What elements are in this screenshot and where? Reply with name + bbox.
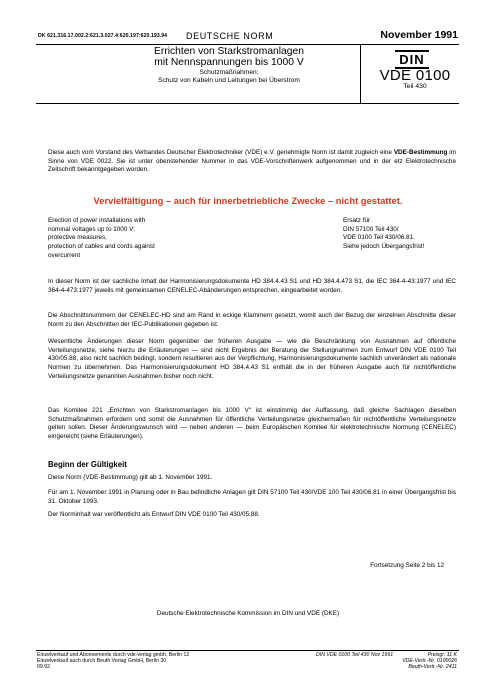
gueltigkeit-line: Für am 1. November 1991 in Planung oder in Bau befindliche Anlagen gilt DIN 57100 Teil 430/VDE 100 Teil 430/06.81 in einer Übergangsfrist bis 31. Oktober 1993. bbox=[48, 489, 456, 505]
footer-sales-info bbox=[37, 652, 189, 670]
english-title bbox=[48, 217, 228, 261]
footer-rule bbox=[36, 650, 459, 651]
subtitle-line-1: Schutzmaßnahmen; bbox=[199, 69, 259, 76]
kommission-name: Deutsche Elektrotechnische Kommission im DIN und VDE (DKE) bbox=[156, 610, 340, 617]
document-subtitle bbox=[36, 69, 422, 86]
teil-number: Teil 430 bbox=[403, 83, 427, 90]
paragraph-abschnittsnummern: Die Abschnittsnummern der CENELEC-HD sind am Rand in eckige Klammern gesetzt, womit auch der Bezug der einzelnen Abschnitte dieser Norm zu den Abschnitten der IEC-Publikationen gegeben ist. bbox=[48, 312, 456, 328]
footer-doc-ref: DIN VDE 0100 Teil 430 Nov 1991 bbox=[316, 652, 394, 658]
intro-bold-term: VDE-Bestimmung bbox=[393, 149, 448, 156]
fortsetzung-note: Fortsetzung Seite 2 bis 12 bbox=[370, 562, 444, 569]
dk-classification: DK 621.316.17.002.2:621.3.027.4:620.197:620.193.94 bbox=[38, 33, 168, 39]
title-line-1: Errichten von Starkstromanlagen bbox=[154, 46, 304, 57]
intro-paragraph bbox=[48, 149, 456, 175]
vde-number: VDE 0100 bbox=[379, 67, 451, 84]
footer-document-info bbox=[316, 652, 457, 670]
footer-beuth-vertr: Beuth-Vertr.-Nr. 2411 bbox=[408, 664, 457, 671]
footer-line: Einzelverkauf auch durch Beuth Verlag GmbH, Berlin 30 bbox=[37, 658, 167, 665]
paragraph-harmonisierung: In dieser Norm ist der sachliche Inhalt der Harmonisierungsdokumente HD 384.4.43 S1 und HD 384.4.473 S1, die IEC 364-4-43:1977 und IEC 364-4-473:1977 jeweils mit gemeinsamen CENELEC-Abänderungen entsprechen, eingearbeitet worden. bbox=[48, 278, 456, 294]
footer-line: 09.92 bbox=[37, 664, 50, 671]
subtitle-line-2: Schutz von Kabeln und Leitungen bei Überstrom bbox=[158, 77, 300, 85]
title-block bbox=[36, 45, 422, 103]
english-title-line: Erection of power installations with bbox=[48, 217, 146, 224]
title-line-2: mit Nennspannungen bis 1000 V bbox=[154, 57, 304, 68]
copy-warning: Vervielfältigung – auch für innerbetriebliche Zwecke – nicht gestattet. bbox=[93, 195, 403, 206]
ersatz-line: DIN 57100 Teil 430/ bbox=[343, 225, 399, 233]
publication-date: November 1991 bbox=[380, 29, 458, 41]
title-divider bbox=[360, 45, 361, 103]
din-logo: DIN bbox=[395, 50, 429, 69]
intro-text: Diese auch vom Vorstand des Verbandes Deutscher Elektrotechniker (VDE) e.V. genehmigte Norm ist damit zugleich eine bbox=[48, 149, 394, 156]
gueltigkeit-line: Diese Norm (VDE-Bestimmung) gilt ab 1. November 1991. bbox=[48, 474, 213, 481]
paragraph-aenderungen: Wesentliche Änderungen dieser Norm gegenüber der früheren Ausgabe — wie die Beschränkung von Ausnahmen auf öffentliche Verteilungsnetze, siehe hierzu die Erläuterungen — sind nicht Ergebnis der Beratung der Stellungnahmen zum Entwurf DIN VDE 0100 Teil 430/05.88, also nicht sachlich bedingt, sondern resultieren aus der Verpflichtung, Harmonisierungsdokumente sachlich unverändert als nationale Normen zu übernehmen. Das Harmonisierungsdokument HD 384.4.43 S1 enthält die in der früheren Ausgabe auch für nichtöffentliche Verteilungsnetze genannten Ausnahmen bisher noch nicht. bbox=[48, 338, 456, 380]
gueltigkeit-line: Der Norminhalt war veröffentlicht als Entwurf DIN VDE 0100 Teil 430/05.88. bbox=[48, 511, 260, 518]
english-title-line: overcurrent bbox=[48, 251, 81, 259]
gueltigkeit-heading: Beginn der Gültigkeit bbox=[48, 460, 127, 469]
ersatz-line: VDE 0100 Teil 430/06.81. bbox=[343, 234, 415, 242]
norm-label: DEUTSCHE NORM bbox=[186, 31, 274, 41]
header-rule-bottom bbox=[36, 103, 459, 104]
footer-price-group: Preisgr. 11 K bbox=[427, 652, 457, 658]
footer-vde-vertr: VDE-Vertr.-Nr. 0100026 bbox=[402, 658, 457, 665]
english-title-line: nominal voltages up to 1000 V; bbox=[48, 225, 135, 233]
english-title-line: protective measures, bbox=[48, 234, 107, 242]
ersatz-block bbox=[343, 217, 463, 252]
document-title bbox=[36, 46, 422, 68]
english-title-line: protection of cables and cords against bbox=[48, 243, 155, 251]
intro-text-end: im Sinne von VDE 0022. Sie ist unter obenstehender Nummer in das VDE-Vorschriftenwerk aufgenommen und in der etz Elektrotechnische Zeitschrift bekanntgegeben worden. bbox=[48, 149, 456, 174]
ersatz-line: Ersatz für bbox=[343, 217, 371, 224]
paragraph-komitee: Das Komitee 221 „Errichten von Starkstromanlagen bis 1000 V“ ist einstimmig der Auffassung, daß gleiche Sachlagen dieselben Schutzmaßnahmen erfordern und somit die Ausnahmen für öffentliche Verteilungsnetze gleichermaßen für nichtöffentliche Verteilungsnetze gelten sollen. Dieser Änderungswunsch wird — neben anderen — beim Europäischen Komitee für elektrotechnische Normung (CENELEC) eingereicht (siehe Erläuterungen). bbox=[48, 407, 456, 441]
ersatz-line: Siehe jedoch Übergangsfrist! bbox=[343, 243, 425, 251]
footer-line: Einzelverkauf und Abonnements durch vde-verlag gmbh, Berlin 12 bbox=[37, 652, 190, 658]
